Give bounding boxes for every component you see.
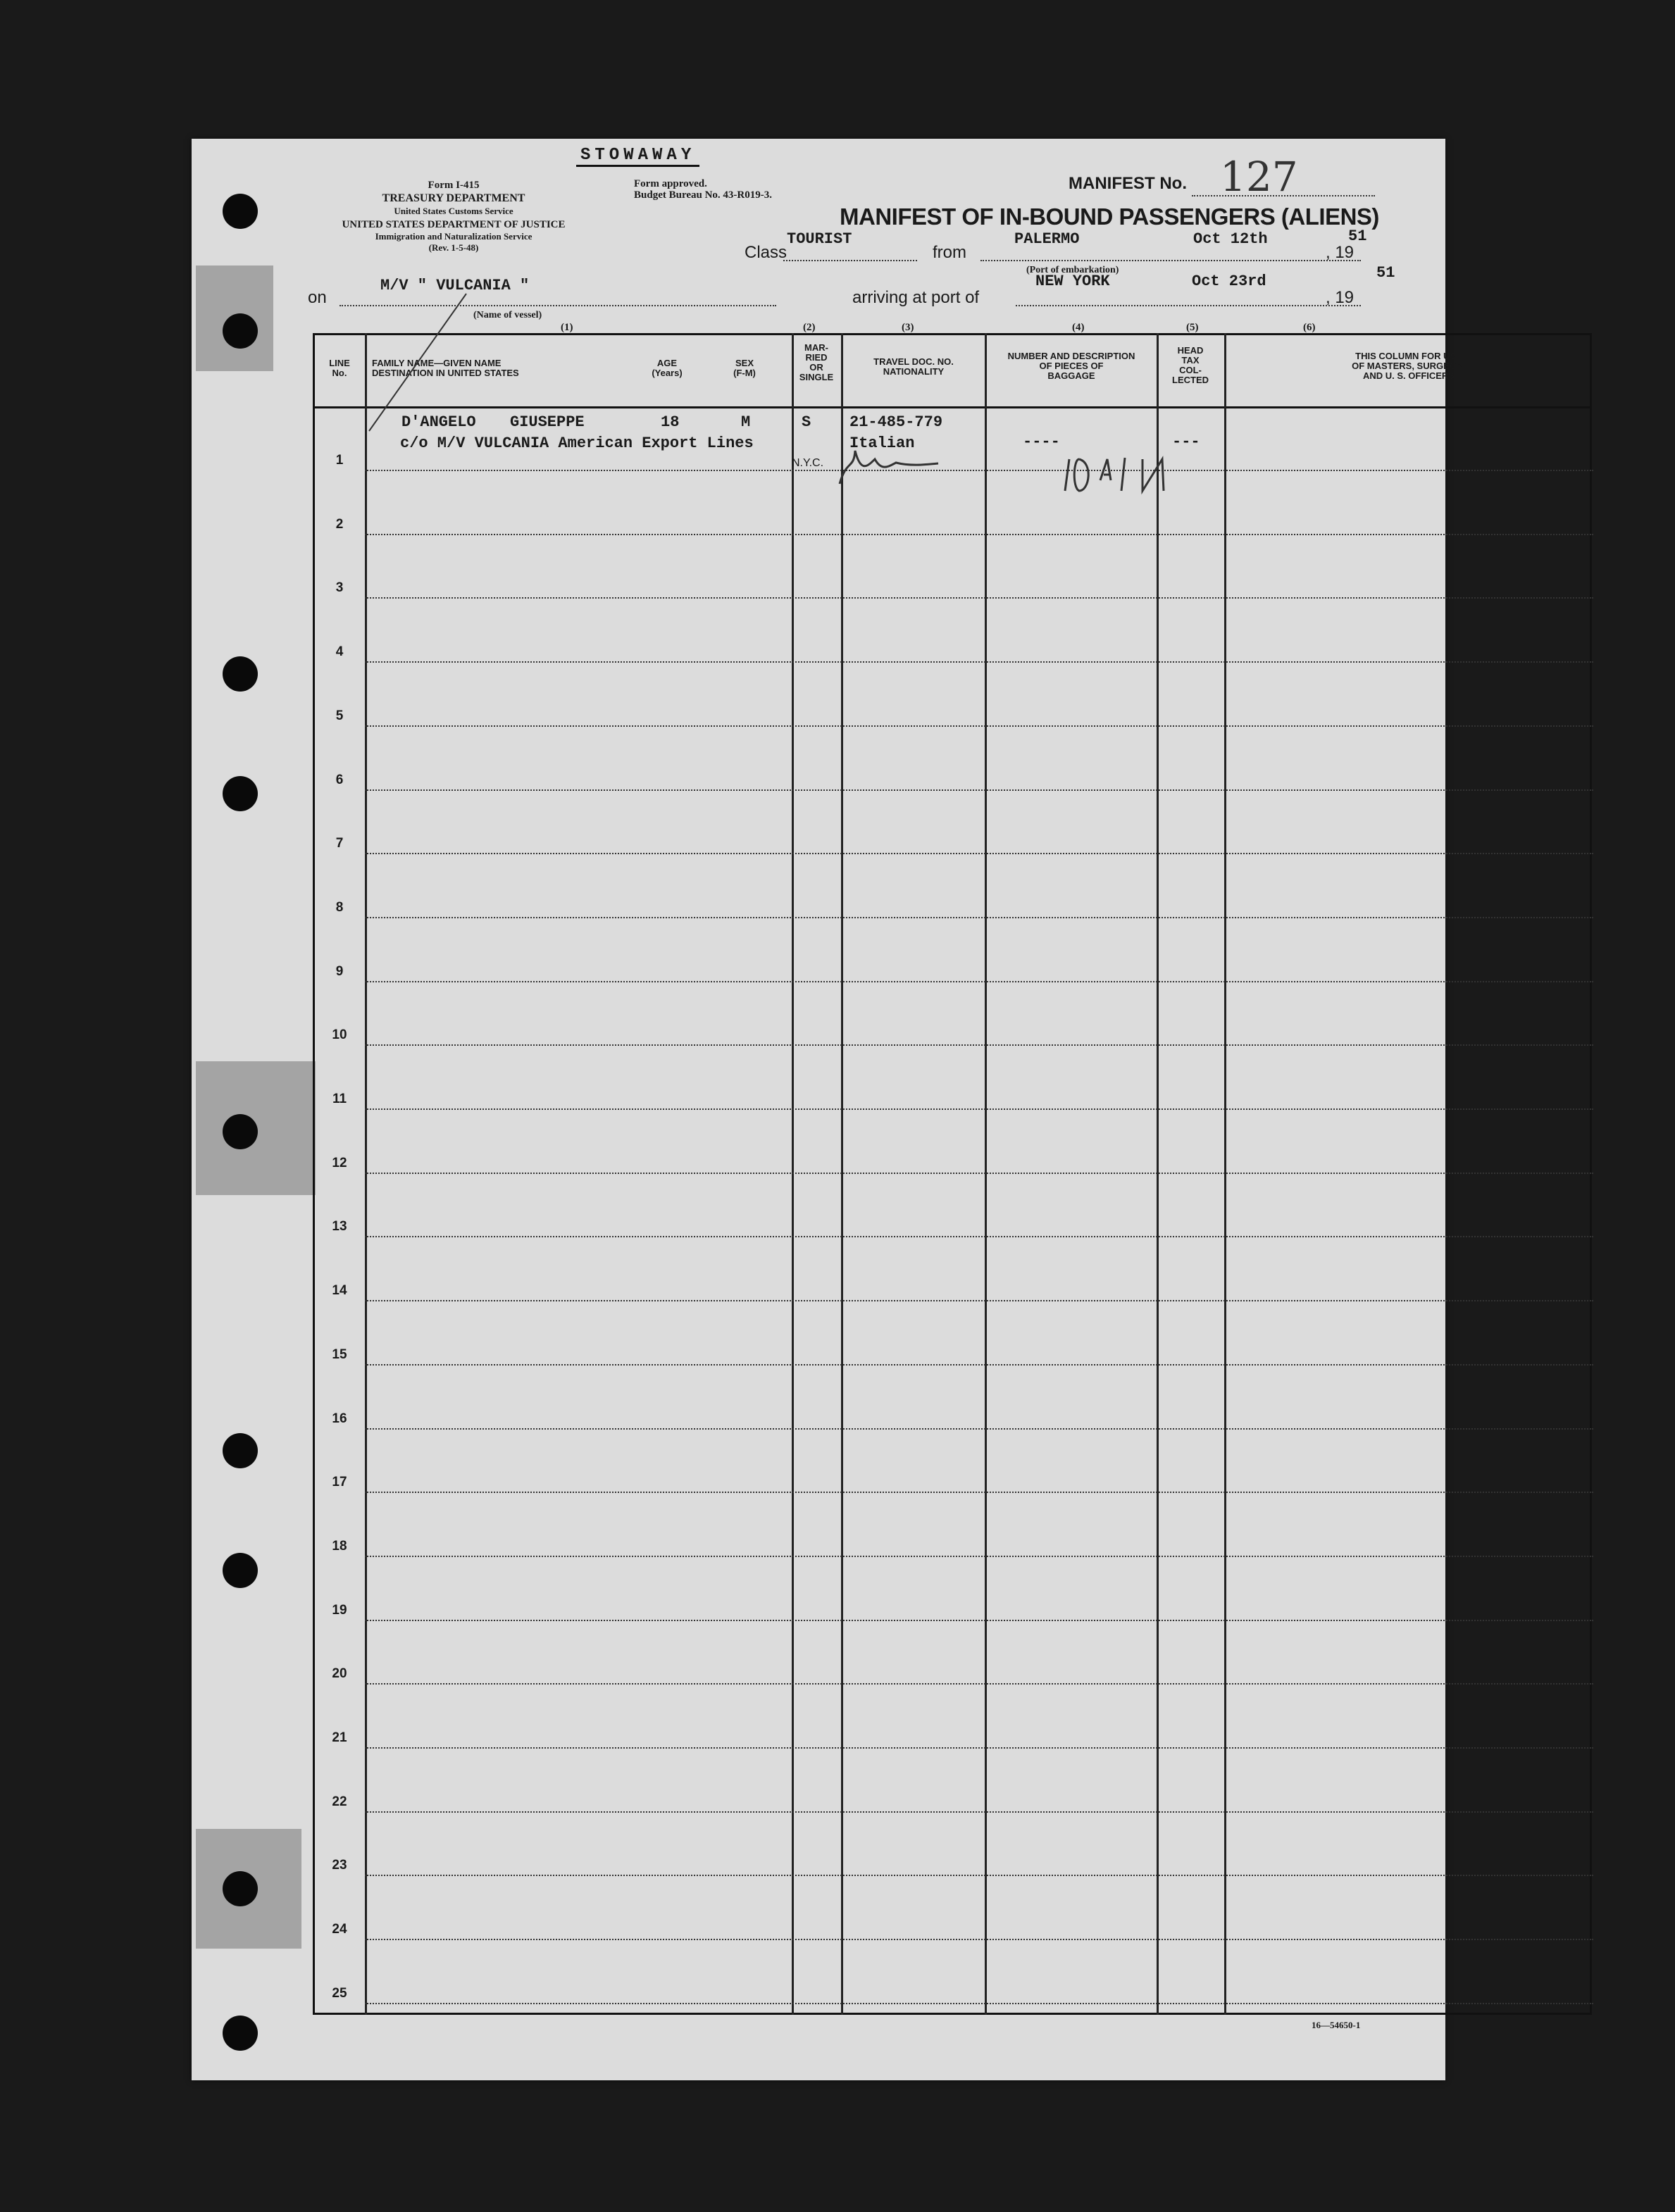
doj: UNITED STATES DEPARTMENT OF JUSTICE: [342, 219, 566, 230]
line-number: 2: [335, 516, 344, 532]
entry-destination: c/o M/V VULCANIA American Export Lines: [400, 435, 754, 452]
from-label: from: [933, 243, 966, 262]
row-line: [365, 1556, 1593, 1557]
entry-age: 18: [661, 413, 680, 431]
row-line: [365, 853, 1593, 854]
year-label-2: , 19: [1326, 288, 1355, 307]
row-line: [365, 661, 1593, 663]
line-number: 8: [335, 899, 344, 915]
row-line: [365, 1939, 1593, 1940]
line-number: 4: [335, 644, 344, 660]
col-divider: [792, 333, 794, 2015]
stowaway-stamp: STOWAWAY: [576, 146, 699, 167]
vessel-name: M/V " VULCANIA ": [380, 277, 530, 294]
col-header-sex: SEX (F-M): [733, 358, 756, 378]
col-header-headtax: HEAD TAX COL- LECTED: [1172, 345, 1209, 385]
manifest-page: [192, 139, 1466, 2080]
arrival-port: NEW YORK: [1035, 273, 1110, 290]
entry-city: N.Y.C.: [792, 457, 824, 469]
entry-family-name: D'ANGELO: [401, 413, 476, 431]
row-line: [365, 1300, 1593, 1301]
row-line: [365, 1428, 1593, 1430]
binder-hole: [223, 1553, 258, 1588]
row-line: [365, 917, 1593, 918]
entry-head-tax: ---: [1172, 433, 1200, 451]
line-number: 22: [332, 1794, 347, 1809]
arrival-date: Oct 23rd: [1192, 273, 1266, 290]
ins-service: Immigration and Naturalization Service: [375, 231, 533, 242]
entry-marital: S: [802, 413, 811, 431]
line-number: 21: [332, 1730, 347, 1745]
row-line: [365, 1683, 1593, 1685]
binder-hole: [223, 656, 258, 692]
col-header-officers: THIS COLUMN FOR USE OF MASTERS, SURGEON, AND U. S. OFFICERS: [1352, 351, 1466, 381]
entry-given-name: GIUSEPPE: [510, 413, 585, 431]
row-line: [365, 725, 1593, 727]
entry-baggage: ----: [1023, 433, 1060, 451]
class-label: Class: [745, 243, 787, 262]
vessel-label: (Name of vessel): [473, 310, 542, 320]
revision: (Rev. 1-5-48): [428, 242, 479, 253]
line-number: 1: [335, 453, 344, 468]
col-header-age: AGE (Years): [652, 358, 683, 378]
line-number: 13: [332, 1219, 347, 1235]
col-num-4: (4): [1072, 322, 1085, 333]
col-header-married: MAR- RIED OR SINGLE: [799, 342, 834, 382]
port-embarkation-label: (Port of embarkation): [1026, 265, 1119, 275]
row-line: [365, 1620, 1593, 1621]
binder-hole: [223, 1114, 258, 1149]
col-divider: [365, 333, 367, 2015]
class-value: TOURIST: [787, 230, 852, 248]
entry-travel-doc: 21-485-779: [849, 413, 943, 431]
col-num-6: (6): [1303, 322, 1316, 333]
row-line: [365, 1044, 1593, 1046]
row-line: [365, 534, 1593, 535]
from-underline: [980, 260, 1361, 261]
form-title: MANIFEST OF IN-BOUND PASSENGERS (ALIENS): [840, 204, 1379, 230]
line-number: 5: [335, 708, 344, 723]
entry-nationality: Italian: [849, 435, 915, 452]
from-value: PALERMO: [1014, 230, 1080, 248]
line-number: 14: [332, 1283, 347, 1299]
row-line: [365, 470, 1593, 471]
col-header-baggage: NUMBER AND DESCRIPTION OF PIECES OF BAGGAGE: [1007, 351, 1135, 381]
binder-hole: [223, 1871, 258, 1906]
entry-sex: M: [741, 413, 751, 431]
line-number: 17: [332, 1475, 347, 1490]
binder-hole: [223, 776, 258, 811]
row-line: [365, 1173, 1593, 1174]
treasury-dept: TREASURY DEPARTMENT: [382, 192, 525, 204]
budget-bureau: Budget Bureau No. 43-R019-3.: [634, 189, 772, 201]
departure-year: 51: [1348, 227, 1367, 245]
line-number: 20: [332, 1666, 347, 1682]
row-line: [365, 2003, 1593, 2004]
line-number: 16: [332, 1411, 347, 1426]
line-number: 11: [332, 1092, 347, 1106]
class-underline: [783, 260, 917, 261]
line-number: 3: [335, 580, 344, 596]
col-divider: [841, 333, 843, 2015]
row-line: [365, 1811, 1593, 1813]
row-line: [365, 1492, 1593, 1493]
line-number: 6: [335, 772, 344, 787]
col-divider: [1157, 333, 1159, 2015]
col-header-name: FAMILY NAME—GIVEN NAME DESTINATION IN UNITED STATES: [372, 358, 519, 378]
line-number: 12: [332, 1155, 347, 1170]
manifest-underline: [1192, 195, 1375, 196]
line-number: 19: [332, 1602, 347, 1618]
manifest-number: 127: [1220, 153, 1298, 201]
line-number: 9: [335, 963, 344, 979]
binder-hole: [223, 1433, 258, 1468]
arriving-label: arriving at port of: [852, 288, 980, 307]
col-divider: [985, 333, 987, 2015]
year-label: , 19: [1326, 243, 1355, 262]
col-num-2: (2): [803, 322, 816, 333]
col-divider: [1224, 333, 1226, 2015]
line-number: 24: [332, 1922, 347, 1937]
form-approved: Form approved.: [634, 178, 707, 189]
line-number: 15: [332, 1346, 347, 1362]
col-num-1: (1): [561, 322, 573, 333]
line-number: 10: [332, 1027, 347, 1043]
footer-code: 16—54650-1: [1312, 2020, 1361, 2030]
col-header-line: LINE No.: [329, 358, 350, 378]
row-line: [365, 1747, 1593, 1749]
on-label: on: [308, 288, 327, 307]
departure-date: Oct 12th: [1193, 230, 1268, 248]
arrival-year: 51: [1376, 264, 1395, 282]
form-number: Form I-415: [428, 180, 480, 191]
manifest-table: [313, 333, 1592, 2015]
row-line: [365, 597, 1593, 599]
col-num-3: (3): [902, 322, 914, 333]
manifest-label: MANIFEST No.: [1069, 174, 1187, 193]
col-header-travel: TRAVEL DOC. NO. NATIONALITY: [873, 356, 954, 377]
customs-service: United States Customs Service: [394, 206, 513, 216]
line-number: 25: [332, 1985, 347, 2001]
binder-hole: [223, 313, 258, 349]
line-number: 23: [332, 1858, 347, 1873]
row-line: [365, 1236, 1593, 1237]
row-line: [365, 1108, 1593, 1110]
row-line: [365, 1875, 1593, 1876]
row-line: [365, 1364, 1593, 1366]
col-num-5: (5): [1186, 322, 1199, 333]
binder-hole: [223, 2016, 258, 2051]
line-number: 18: [332, 1538, 347, 1554]
line-number: 7: [335, 836, 344, 851]
row-line: [365, 789, 1593, 791]
row-line: [365, 981, 1593, 982]
binder-hole: [223, 194, 258, 229]
